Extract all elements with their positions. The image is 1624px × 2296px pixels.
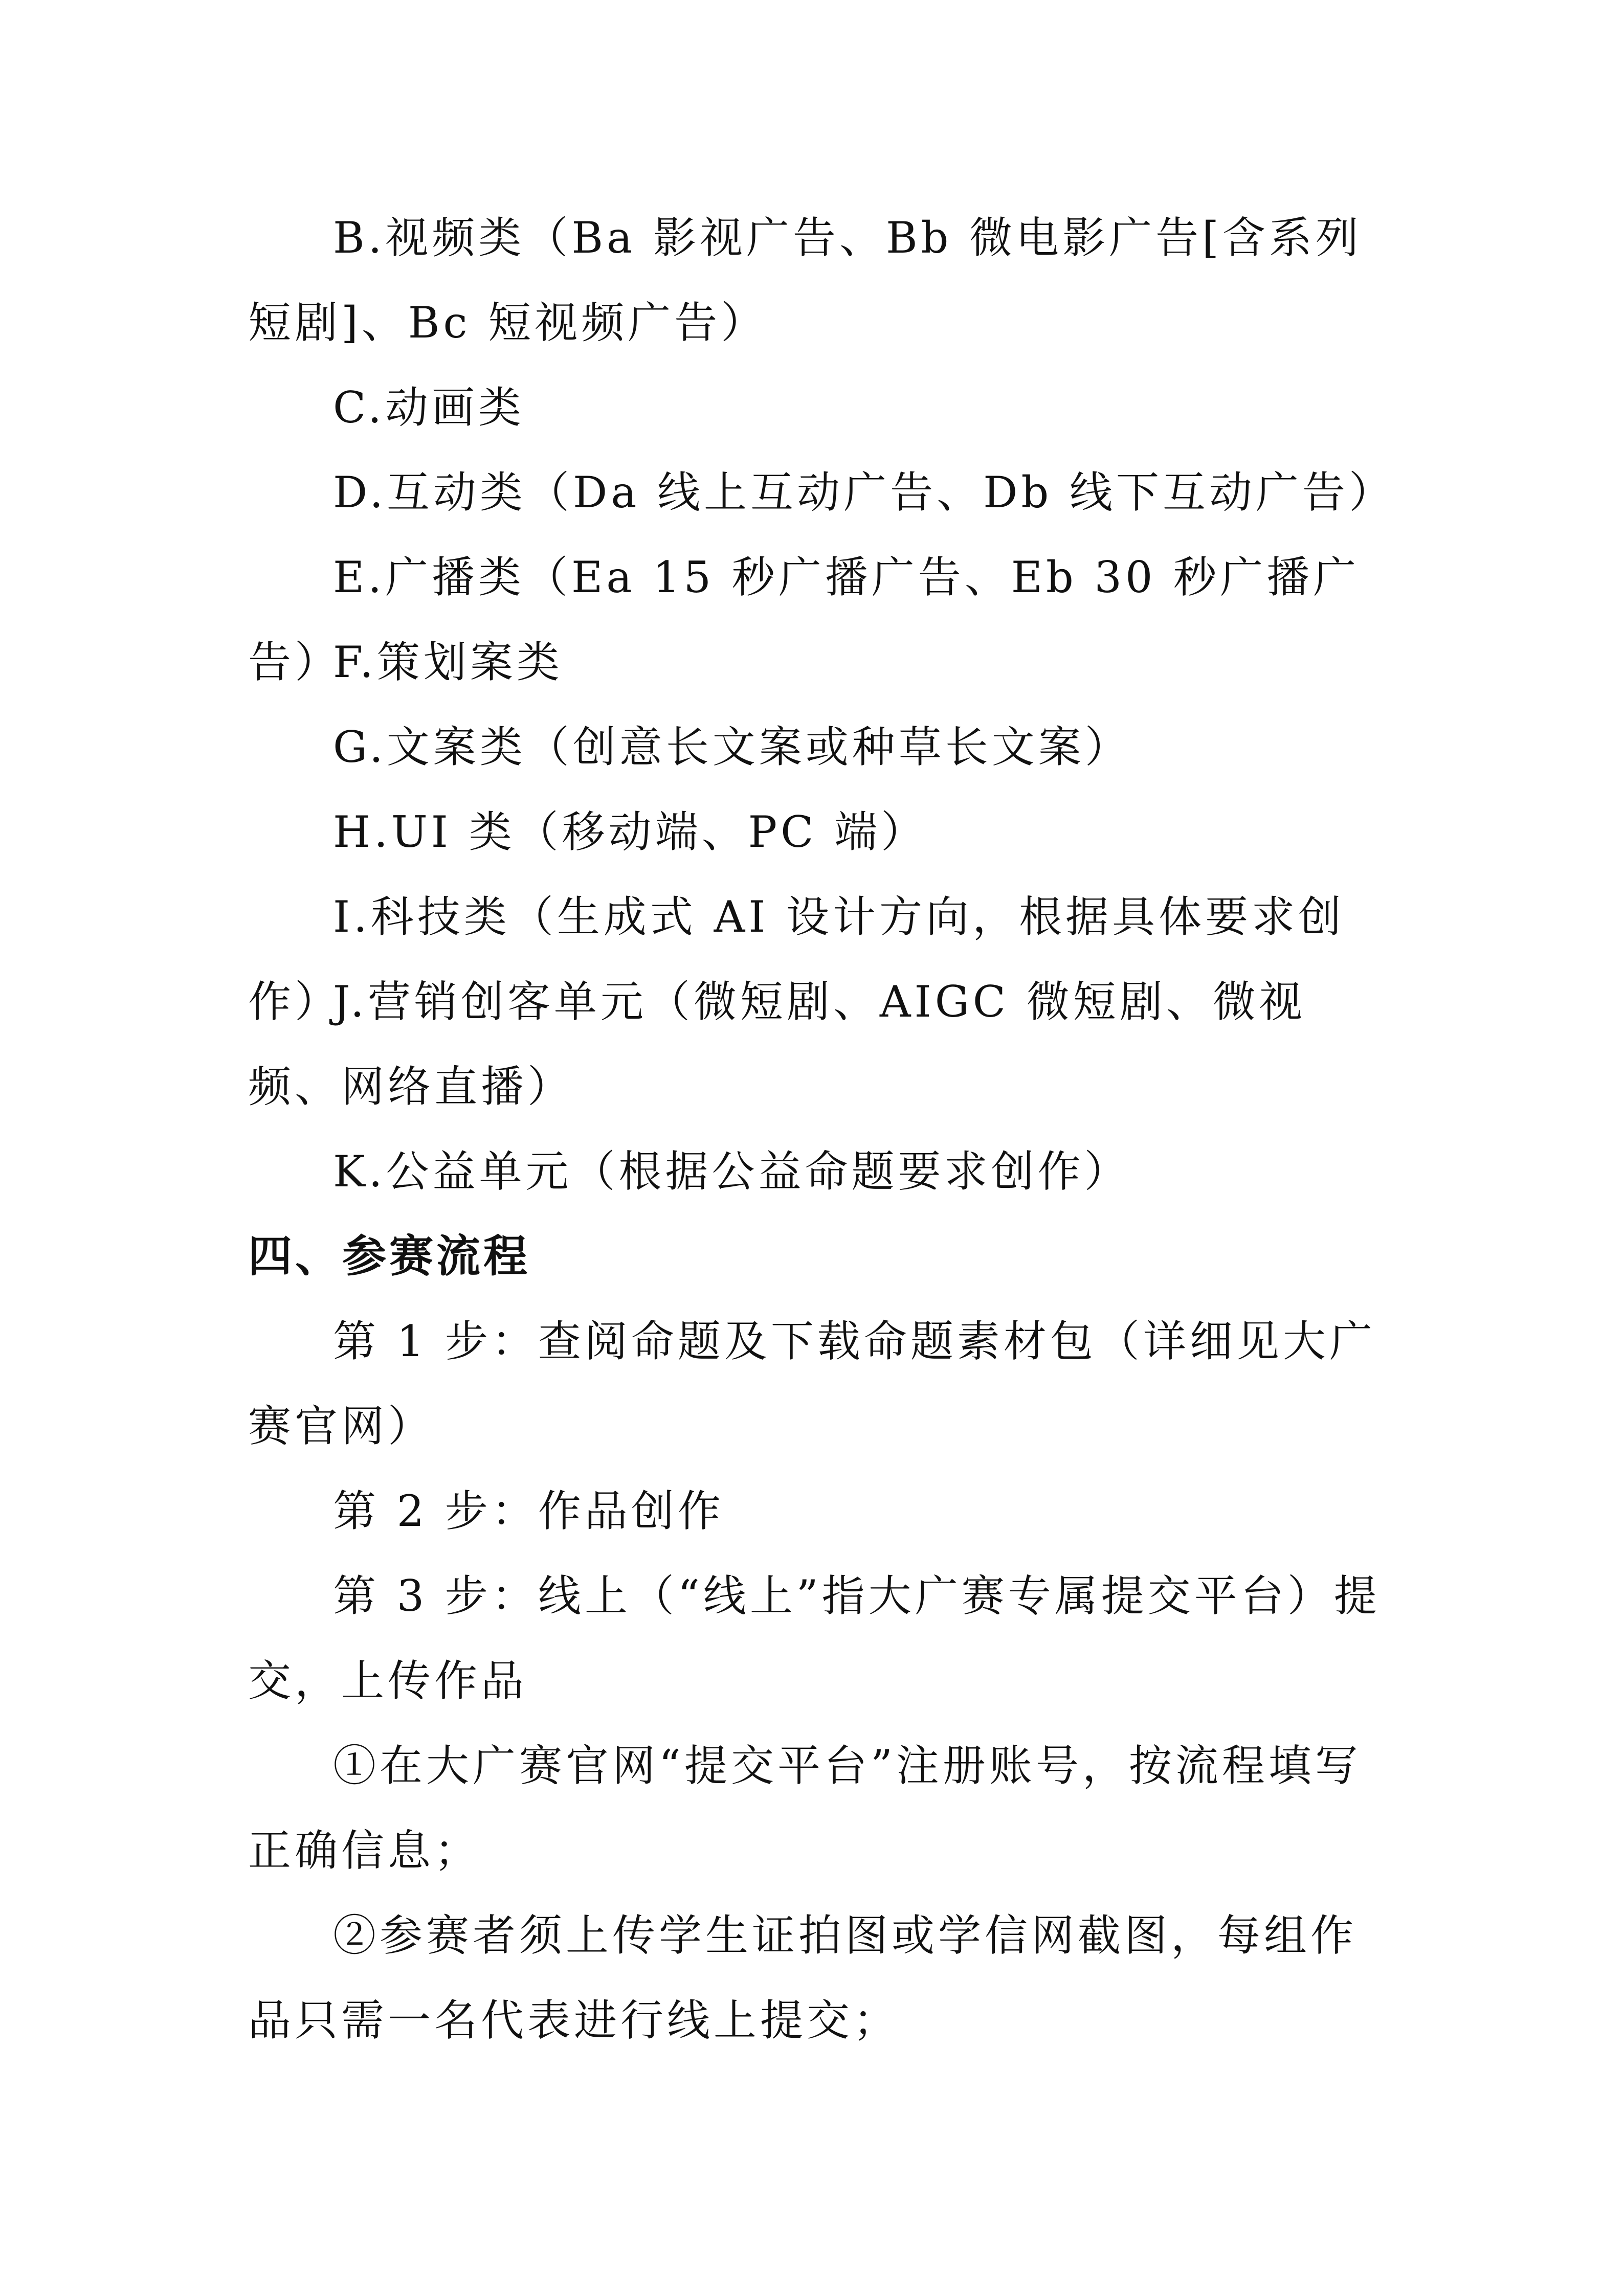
step-3-item-2: ②参赛者须上传学生证拍图或学信网截图，每组作品只需一名代表进行线上提交； <box>248 1910 1358 2045</box>
category-k-public-welfare: K.公益单元（根据公益命题要求创作） <box>333 1146 1131 1197</box>
category-g-copywriting: G.文案类（创意长文案或种草长文案） <box>333 722 1131 772</box>
category-h-ui: H.UI 类（移动端、PC 端） <box>333 807 928 857</box>
step-3-item-1: ①在大广赛官网“提交平台”注册账号，按流程填写正确信息； <box>248 1741 1362 1876</box>
category-d-interactive: D.互动类（Da 线上互动广告、Db 线下互动广告） <box>333 467 1396 517</box>
step-3: 第 3 步：线上（“线上”指大广赛专属提交平台）提交，上传作品 <box>248 1571 1381 1706</box>
category-c-animation: C.动画类 <box>333 382 525 433</box>
category-j-marketing: J.营销创客单元（微短剧、AIGC 微短剧、微视频、网络直播） <box>248 977 1306 1112</box>
step-1: 第 1 步：查阅命题及下载命题素材包（详细见大广赛官网） <box>248 1316 1376 1451</box>
section-heading: 四、参赛流程 <box>248 1231 530 1282</box>
category-f-planning: F.策划案类 <box>333 637 563 687</box>
category-b-video: B.视频类（Ba 影视广告、Bb 微电影广告[含系列短剧]、Bc 短视频广告） <box>248 213 1362 348</box>
category-e-radio: E.广播类（Ea 15 秒广播广告、Eb 30 秒广播广告） <box>248 552 1360 687</box>
category-i-technology: I.科技类（生成式 AI 设计方向，根据具体要求创作） <box>248 892 1345 1027</box>
step-2: 第 2 步：作品创作 <box>333 1486 724 1536</box>
